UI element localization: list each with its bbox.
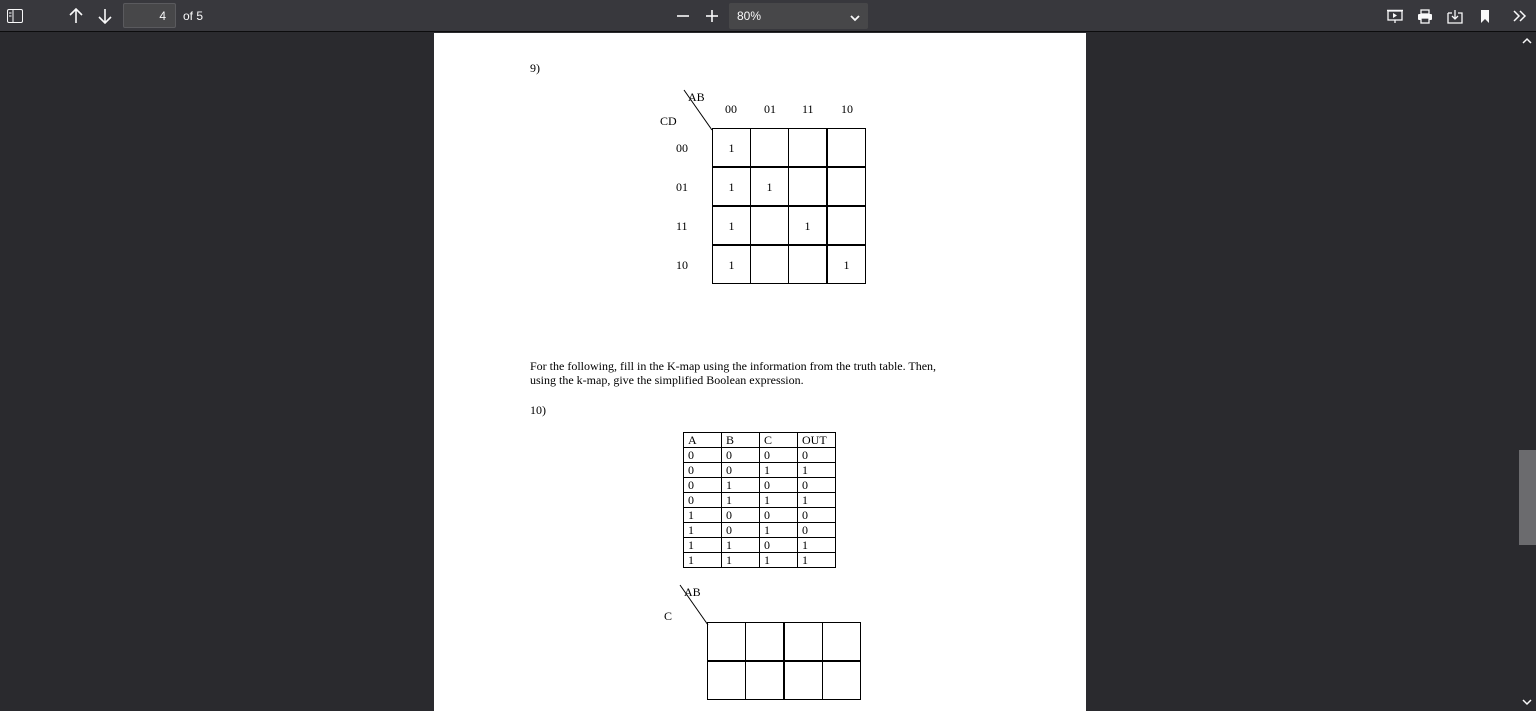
kmap1-cell: 1 [712,206,751,245]
kmap1-row-header: 01 [676,180,688,194]
table-row [684,493,836,508]
kmap2-cell [745,661,784,700]
save-icon[interactable] [1446,7,1464,25]
table-row [684,538,836,553]
presentation-mode-icon[interactable] [1386,7,1404,25]
page-count-label: of 5 [183,9,204,23]
table-cell: 1 [798,493,836,508]
truth-table [683,432,836,568]
truth-table-header: B [722,433,760,448]
kmap1-row-header: 11 [676,219,688,233]
kmap2-cell [784,661,823,700]
table-cell: 0 [760,448,798,463]
kmap1-col-header: 00 [725,102,737,116]
table-cell: 1 [684,538,722,553]
table-cell: 0 [798,448,836,463]
scroll-up-icon[interactable] [1519,34,1535,46]
kmap1-row-header: 10 [676,258,688,272]
truth-table-header: A [684,433,722,448]
table-cell: 1 [798,553,836,568]
kmap1-cell [788,245,827,284]
table-cell: 1 [722,553,760,568]
table-cell: 0 [798,478,836,493]
vertical-scrollbar[interactable] [1518,33,1536,711]
kmap1-col-var: AB [688,90,705,104]
table-cell: 0 [684,448,722,463]
table-cell: 1 [722,493,760,508]
table-cell: 1 [760,493,798,508]
scroll-down-icon[interactable] [1519,696,1535,708]
truth-table-header-row [684,433,836,448]
table-cell: 0 [722,448,760,463]
table-row [684,508,836,523]
kmap1-cell: 1 [712,128,751,167]
table-cell: 0 [684,478,722,493]
instructions-line-2: using the k-map, give the simplified Boolean expression. [530,373,804,387]
kmap2-cell [707,622,746,661]
kmap1-cell: 1 [712,245,751,284]
kmap1-cell [827,167,866,206]
truth-table-header: OUT [798,433,836,448]
kmap1-cell [788,167,827,206]
kmap1-col-header: 10 [841,102,853,116]
kmap1-cell: 1 [788,206,827,245]
kmap1-row-header: 00 [676,141,688,155]
table-cell: 1 [722,478,760,493]
table-cell: 1 [684,508,722,523]
zoom-value: 80% [737,9,762,23]
zoom-in-icon[interactable] [703,7,721,25]
chevron-down-icon [850,11,860,25]
kmap1-row-var: CD [660,114,677,128]
kmap1-cell: 1 [750,167,789,206]
table-cell: 1 [684,523,722,538]
kmap2-cell [745,622,784,661]
kmap2-cell [707,661,746,700]
table-cell: 0 [798,508,836,523]
zoom-out-icon[interactable] [674,7,692,25]
table-cell: 1 [684,553,722,568]
zoom-select[interactable] [729,3,868,29]
table-row [684,463,836,478]
pdf-toolbar [0,0,1536,32]
kmap2-row-var: C [664,609,673,623]
kmap1-col-header: 01 [764,102,776,116]
scrollbar-thumb[interactable] [1519,450,1536,545]
table-cell: 1 [760,463,798,478]
page-number-input[interactable]: 4 [123,3,176,28]
sidebar-toggle-icon[interactable] [6,7,24,25]
table-cell: 0 [684,493,722,508]
table-cell: 0 [760,478,798,493]
kmap1-cell [750,206,789,245]
kmap2-col-var: AB [684,585,701,599]
pdf-page [434,33,1086,711]
kmap1-cell [750,128,789,167]
kmap2-cell [822,661,861,700]
table-row [684,478,836,493]
next-page-icon[interactable] [96,6,114,26]
table-cell: 1 [760,553,798,568]
table-cell: 0 [760,508,798,523]
bookmark-icon[interactable] [1477,7,1493,25]
table-cell: 0 [760,538,798,553]
table-row [684,553,836,568]
kmap2-cell [822,622,861,661]
kmap1-cell [788,128,827,167]
table-cell: 0 [722,523,760,538]
table-cell: 1 [760,523,798,538]
table-cell: 1 [722,538,760,553]
question-10-label: 10) [530,403,546,417]
table-cell: 1 [798,538,836,553]
previous-page-icon[interactable] [67,6,85,26]
kmap2-cell [784,622,823,661]
table-row [684,448,836,463]
kmap1-cell [827,206,866,245]
table-cell: 0 [722,463,760,478]
question-9-label: 9) [530,61,540,75]
truth-table-header: C [760,433,798,448]
kmap1-cell: 1 [827,245,866,284]
kmap1-cell: 1 [712,167,751,206]
kmap1-cell [827,128,866,167]
table-cell: 0 [684,463,722,478]
kmap1-col-header: 11 [802,102,814,116]
kmap1-cell [750,245,789,284]
table-row [684,523,836,538]
table-cell: 0 [722,508,760,523]
tools-menu-icon[interactable] [1510,7,1530,25]
print-icon[interactable] [1416,7,1434,25]
table-cell: 0 [798,523,836,538]
table-cell: 1 [798,463,836,478]
instructions-line-1: For the following, fill in the K-map using the information from the truth table. Then, [530,359,937,373]
